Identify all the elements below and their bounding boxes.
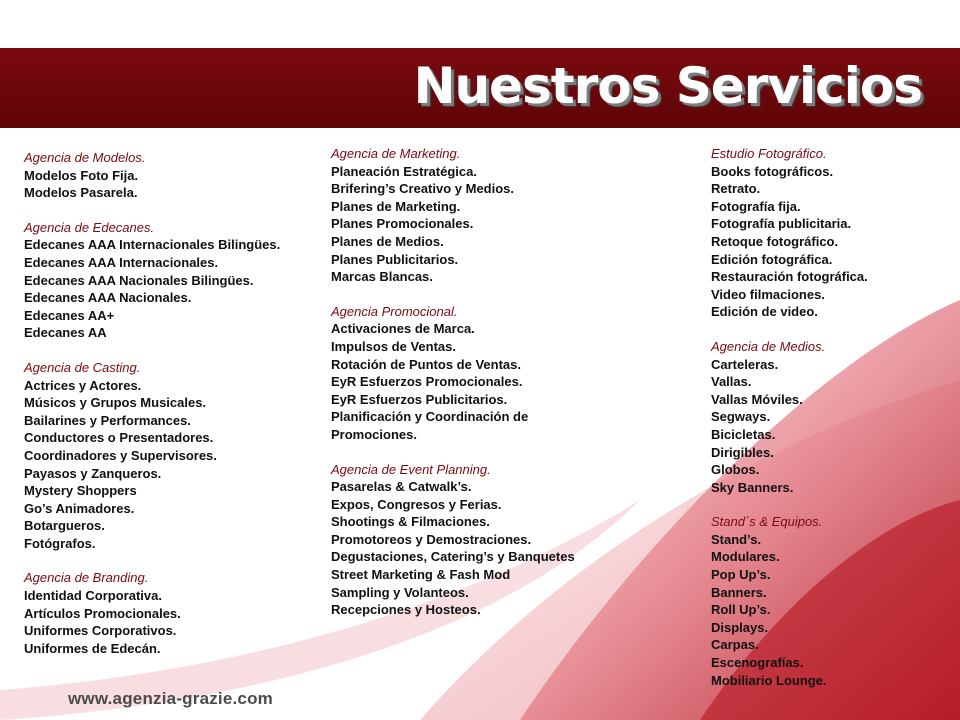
service-item: Planes Publicitarios. [331,251,459,267]
service-item: Shootings & Filmaciones. [331,514,490,530]
service-item: Dirigibles. [711,444,774,460]
service-item: Banners. [711,584,767,600]
section-heading: Stand´s & Equipos. [711,514,823,530]
service-item: Bailarines y Performances. [24,412,191,428]
service-item: Pasarelas & Catwalk’s. [331,479,472,495]
service-item: Edecanes AAA Nacionales Bilingües. [24,272,254,288]
service-item: Actrices y Actores. [24,377,142,393]
service-item: Edición fotográfica. [711,251,833,267]
service-item: Go’s Animadores. [24,500,135,516]
service-list [24,167,324,202]
service-item: Carpas. [711,637,759,653]
service-item: Bicicletas. [711,426,776,442]
section-heading: Agencia de Medios. [711,338,826,354]
section-heading: Estudio Fotográfico. [711,146,827,161]
service-item: Brifering’s Creativo y Medios. [331,181,515,197]
service-item: Sky Banners. [711,479,794,495]
section-heading: Agencia de Marketing. [331,146,461,161]
service-item: Planes Promocionales. [331,216,474,232]
service-list [711,531,951,689]
service-item: Botargueros. [24,518,105,534]
section-heading: Agencia de Casting. [24,359,141,375]
service-section [24,569,324,657]
service-item: Promociones. [331,426,417,442]
service-section [711,145,951,321]
service-item: Edecanes AA+ [24,307,115,323]
page-title: Nuestros Servicios [413,57,922,115]
service-item: Planes de Marketing. [331,198,461,214]
service-item: Street Marketing & Fash Mod [331,567,511,583]
service-item: Degustaciones, Catering’s y Banquetes [331,549,575,565]
services-column-2 [331,145,621,636]
service-section [711,338,951,496]
service-item: Edición de video. [711,304,818,320]
section-heading: Agencia de Edecanes. [24,219,155,235]
service-item: Modelos Foto Fija. [24,167,139,183]
section-heading: Agencia de Event Planning. [331,461,491,477]
website-link[interactable]: www.agenzia-grazie.com [68,689,273,708]
service-list [24,587,324,657]
section-heading: Agencia de Branding. [24,570,149,586]
service-item: Escenografías. [711,655,804,671]
service-item: Vallas. [711,374,752,390]
service-list [24,377,324,553]
service-list [711,163,951,321]
service-item: Conductores o Presentadores. [24,430,214,446]
service-section [331,145,621,286]
service-item: Pop Up’s. [711,567,771,583]
service-list [24,236,324,342]
service-item: Roll Up’s. [711,602,771,618]
service-list [331,163,621,286]
services-column-3 [711,145,951,706]
service-item: Edecanes AA [24,325,107,341]
service-section [711,513,951,689]
service-item: Stand’s. [711,531,762,547]
service-item: Video filmaciones. [711,286,825,302]
service-section [24,149,324,202]
service-item: Segways. [711,409,771,425]
service-item: Músicos y Grupos Musicales. [24,395,207,411]
service-item: Books fotográficos. [711,163,834,179]
service-item: Rotación de Puntos de Ventas. [331,356,521,372]
service-item: Planes de Medios. [331,233,444,249]
service-list [711,356,951,497]
service-item: Edecanes AAA Internacionales. [24,254,219,270]
service-item: Coordinadores y Supervisores. [24,447,217,463]
service-item: Planeación Estratégica. [331,163,477,179]
service-section [331,461,621,619]
section-heading: Agencia de Modelos. [24,150,146,165]
service-item: Mobiliario Lounge. [711,672,827,688]
service-item: Recepciones y Hosteos. [331,602,481,618]
service-item: Restauración fotográfica. [711,269,868,285]
service-item: Edecanes AAA Internacionales Bilingües. [24,237,281,253]
service-item: Modulares. [711,549,780,565]
service-item: Modelos Pasarela. [24,185,138,201]
services-column-1 [24,149,324,674]
service-item: Artículos Promocionales. [24,605,181,621]
service-section [331,303,621,444]
service-item: Fotografía publicitaria. [711,216,852,232]
service-item: Sampling y Volanteos. [331,584,469,600]
service-item: Expos, Congresos y Ferias. [331,496,502,512]
service-list [331,320,621,443]
service-item: Identidad Corporativa. [24,588,162,604]
service-item: Marcas Blancas. [331,269,433,285]
service-item: Promotoreos y Demostraciones. [331,531,532,547]
service-item: Globos. [711,462,760,478]
service-item: Mystery Shoppers [24,483,137,499]
service-list [331,478,621,619]
service-item: Edecanes AAA Nacionales. [24,290,192,306]
service-item: Activaciones de Marca. [331,321,475,337]
service-item: Retrato. [711,181,761,197]
service-item: Uniformes Corporativos. [24,623,177,639]
service-item: Payasos y Zanqueros. [24,465,162,481]
service-item: EyR Esfuerzos Publicitarios. [331,391,508,407]
service-item: Retoque fotográfico. [711,233,839,249]
service-item: Uniformes de Edecán. [24,640,161,656]
service-item: Carteleras. [711,356,779,372]
service-item: Fotógrafos. [24,535,96,551]
service-item: Impulsos de Ventas. [331,338,456,354]
service-item: Vallas Móviles. [711,391,803,407]
section-heading: Agencia Promocional. [331,303,458,319]
service-section [24,359,324,553]
service-item: Displays. [711,619,769,635]
service-item: Fotografía fija. [711,198,801,214]
service-item: Planificación y Coordinación de [331,409,529,425]
service-item: EyR Esfuerzos Promocionales. [331,374,523,390]
service-section [24,219,324,342]
